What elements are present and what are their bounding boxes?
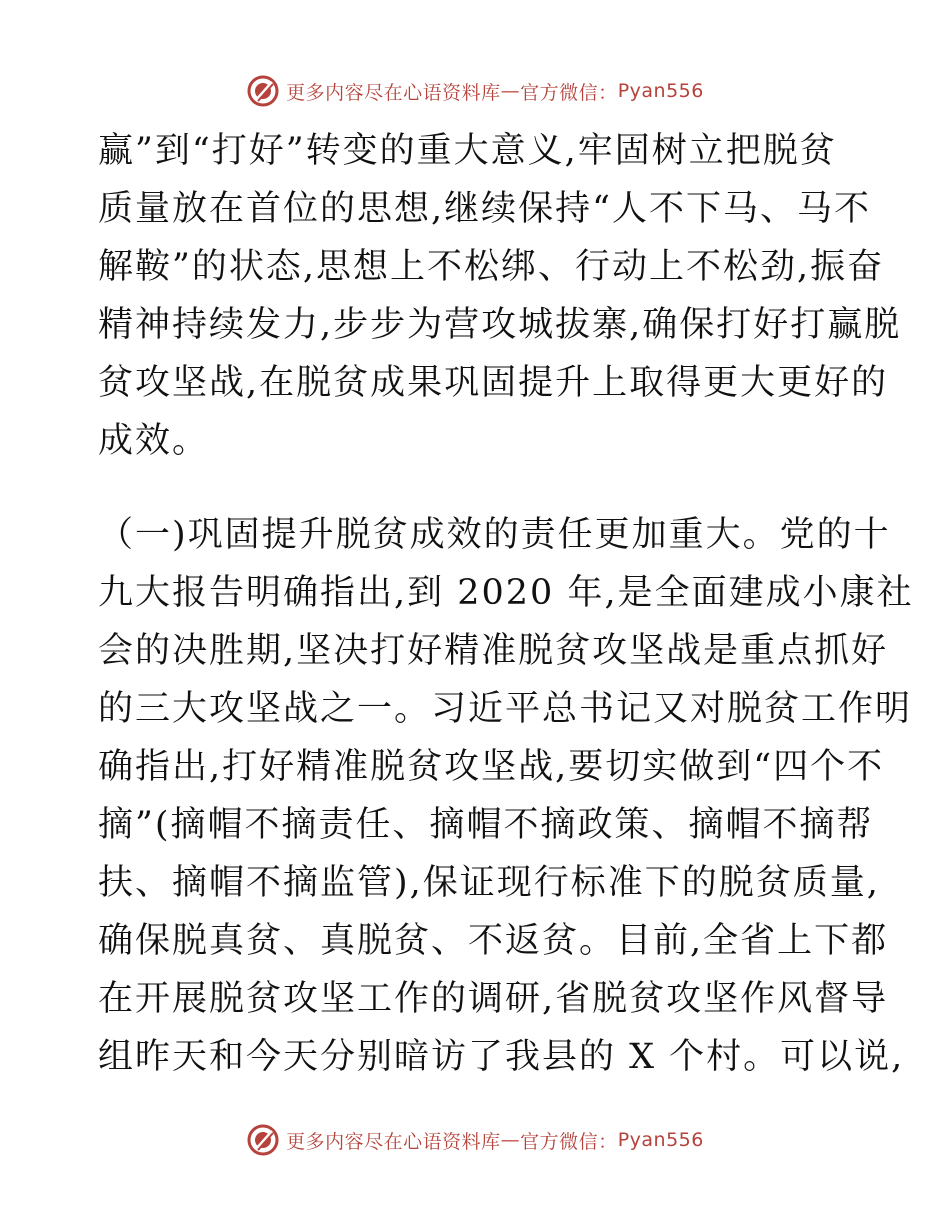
paragraph-1 bbox=[98, 122, 902, 470]
text-line: 确保脱真贫、真脱贫、不返贫。目前,全省上下都 bbox=[98, 921, 889, 961]
paragraph-gap bbox=[98, 470, 858, 506]
document-body bbox=[98, 122, 914, 1086]
text-line: 九大报告明确指出,到 2020 年,是全面建成小康社 bbox=[98, 573, 914, 613]
banner-official-text: 官方微信： bbox=[520, 1130, 618, 1153]
text-line: 确指出,打好精准脱贫攻坚战,要切实做到“四个不 bbox=[98, 747, 885, 787]
banner-site-text: 更多内容尽在心语资料库 bbox=[286, 1130, 501, 1153]
seal-logo-icon bbox=[246, 1123, 280, 1157]
banner-official-text: 官方微信： bbox=[520, 81, 618, 104]
paragraph-2 bbox=[98, 506, 914, 1086]
text-line: 精神持续发力,步步为营攻城拔寨,确保打好打赢脱 bbox=[98, 305, 902, 345]
text-line: 解鞍”的状态,思想上不松绑、行动上不松劲,振奋 bbox=[98, 247, 885, 287]
text-line: 摘”(摘帽不摘责任、摘帽不摘政策、摘帽不摘帮 bbox=[98, 805, 874, 845]
text-line: 组昨天和今天分别暗访了我县的 X 个村。可以说, bbox=[98, 1037, 905, 1077]
banner-wechat-id: Pyan556 bbox=[617, 1129, 704, 1151]
text-line: 的三大攻坚战之一。习近平总书记又对脱贫工作明 bbox=[98, 689, 913, 729]
text-line: 在开展脱贫攻坚工作的调研,省脱贫攻坚作风督导 bbox=[98, 979, 889, 1019]
text-line: 质量放在首位的思想,继续保持“人不下马、马不 bbox=[98, 189, 872, 229]
text-line: （一)巩固提升脱贫成效的责任更加重大。党的十 bbox=[98, 515, 891, 555]
banner-site-text: 更多内容尽在心语资料库 bbox=[286, 81, 501, 104]
footer-banner bbox=[0, 1120, 950, 1160]
seal-logo-icon bbox=[246, 74, 280, 108]
banner-dash: — bbox=[500, 80, 521, 102]
banner-dash: — bbox=[500, 1129, 521, 1151]
text-line: 赢”到“打好”转变的重大意义,牢固树立把脱贫 bbox=[98, 131, 837, 171]
text-line: 贫攻坚战,在脱贫成果巩固提升上取得更大更好的 bbox=[98, 363, 889, 403]
header-banner bbox=[0, 71, 950, 111]
text-line: 会的决胜期,坚决打好精准脱贫攻坚战是重点抓好 bbox=[98, 631, 889, 671]
text-line: 成效。 bbox=[98, 421, 210, 461]
banner-wechat-id: Pyan556 bbox=[617, 80, 704, 102]
text-line: 扶、摘帽不摘监管),保证现行标准下的脱贫质量, bbox=[98, 863, 880, 903]
